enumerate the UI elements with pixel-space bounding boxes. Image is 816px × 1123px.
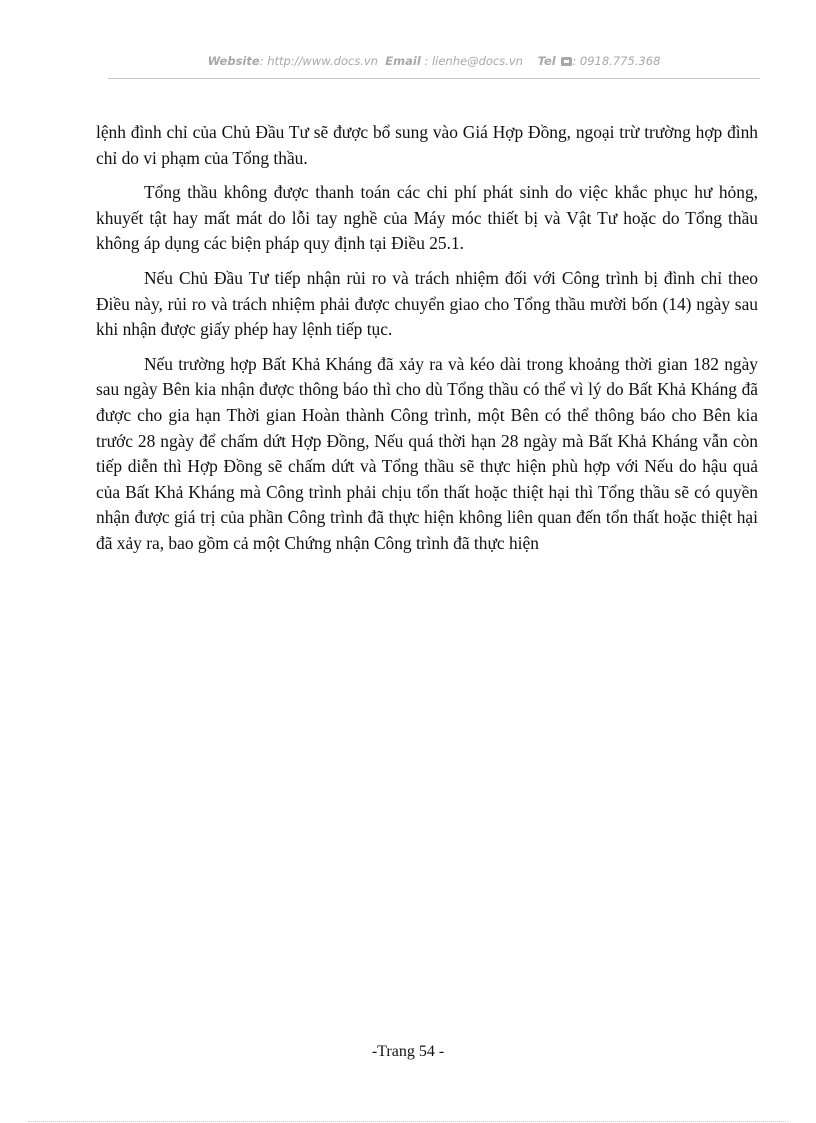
phone-icon — [561, 57, 572, 66]
website-label: Website — [207, 54, 260, 68]
header-divider — [108, 78, 760, 79]
paragraph: Tổng thầu không được thanh toán các chi phí phát sinh do việc khắc phục hư hỏng, khuyết tật hay mất mát do lỗi tay nghề của Máy móc thiết bị và Vật Tư hoặc do Tổng thầu không áp dụng các biện pháp quy định tại Điều 25.1. — [96, 182, 758, 254]
email-address[interactable]: : lienhe@docs.vn — [424, 54, 523, 68]
paragraph: Nếu trường hợp Bất Khả Kháng đã xảy ra và kéo dài trong khoảng thời gian 182 ngày sau ngày Bên kia nhận được thông báo thì cho dù Tổng thầu có thể vì lý do Bất Khả Kháng đã được cho gia hạn Thời gian Hoàn thành Công trình, một Bên có thể thông báo cho Bên kia trước 28 ngày để chấm dứt Hợp Đồng, Nếu quá thời hạn 28 ngày mà Bất Khả Kháng vẫn còn tiếp diễn thì Hợp Đồng sẽ chấm dứt và Tổng thầu sẽ thực hiện phù hợp với Nếu do hậu quả của Bất Khả Kháng mà Công trình phải chịu tổn thất hoặc thiệt hại thì Tổng thầu sẽ có quyền nhận được giá trị của phần Công trình đã thực hiện không liên quan đến tổn thất hoặc thiệt hại đã xảy ra, bao gồm cả một Chứng nhận Công trình đã thực hiện — [96, 353, 758, 553]
tel-label: Tel — [537, 54, 556, 68]
page-header — [108, 54, 760, 68]
paragraph: Nếu Chủ Đầu Tư tiếp nhận rủi ro và trách nhiệm đối với Công trình bị đình chỉ theo Điều này, rủi ro và trách nhiệm phải được chuyển giao cho Tổng thầu mười bốn (14) ngày sau khi nhận được giấy phép hay lệnh tiếp tục. — [96, 267, 758, 340]
email-label: Email — [385, 54, 421, 68]
page-number: -Trang 54 - — [371, 1043, 445, 1060]
paragraph-continuation: lệnh đình chỉ của Chủ Đầu Tư sẽ được bổ sung vào Giá Hợp Đồng, ngoại trừ trường hợp đình chỉ do vi phạm của Tổng thầu. — [96, 122, 758, 168]
bottom-border — [28, 1121, 788, 1122]
website-url[interactable]: : http://www.docs.vn — [259, 54, 378, 68]
tel-number: : 0918.775.368 — [572, 54, 661, 68]
document-body — [96, 120, 758, 566]
